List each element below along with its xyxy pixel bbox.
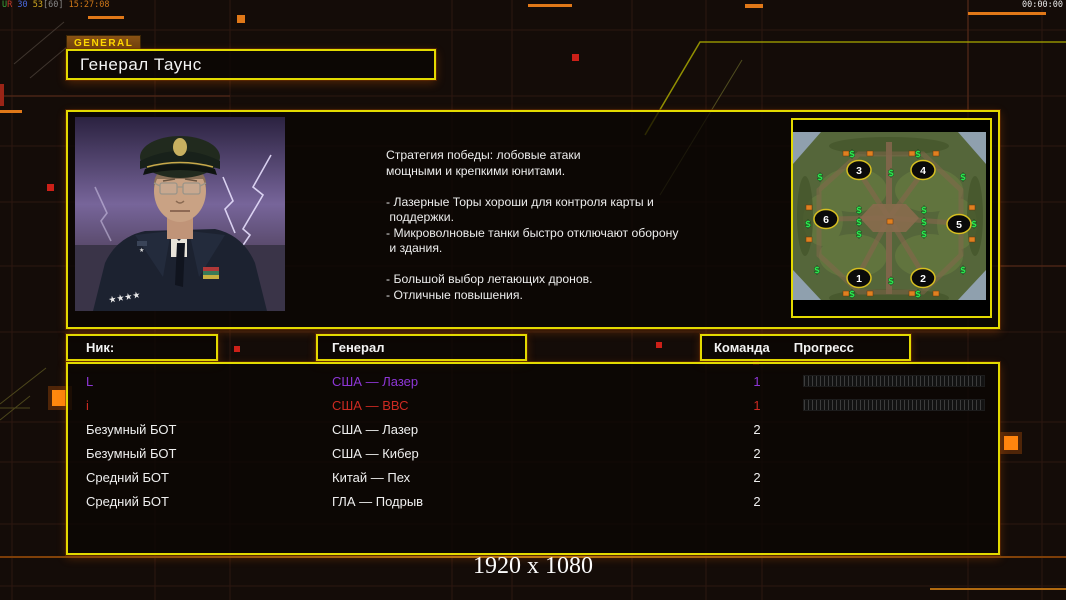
status-segment: U — [2, 0, 8, 10]
nick-header-label: Ник: — [86, 340, 115, 355]
supply-dock-icon: $ — [887, 169, 895, 179]
player-team: 2 — [753, 421, 761, 437]
general-name: Генерал Таунс — [80, 55, 202, 74]
supply-dock-icon: $ — [887, 277, 895, 287]
spawn-point-marker — [847, 269, 871, 288]
svg-text:5: 5 — [956, 219, 962, 231]
player-general: США — ВВС — [332, 397, 409, 413]
tech-building-icon — [806, 237, 812, 242]
supply-dock-icon: $ — [855, 230, 863, 240]
supply-dock-icon: $ — [920, 218, 928, 228]
player-nick: Средний БОТ — [86, 493, 169, 509]
tech-building-icon — [806, 205, 812, 210]
strategy-line: мощными и крепкими юнитами. — [386, 163, 566, 178]
status-segment: 30 — [12, 0, 28, 10]
supply-dock-icon: $ — [970, 220, 978, 230]
tech-building-icon — [969, 237, 975, 242]
spawn-point-marker — [847, 161, 871, 180]
general-header-label: Генерал — [332, 340, 385, 355]
tech-building-icon — [933, 291, 939, 296]
supply-dock-icon: $ — [959, 266, 967, 276]
player-team: 1 — [753, 397, 761, 413]
supply-dock-icon: $ — [855, 218, 863, 228]
team-header-label: Команда — [714, 340, 770, 355]
map-preview — [791, 118, 992, 318]
player-general: США — Кибер — [332, 445, 419, 461]
tech-building-icon — [867, 151, 873, 156]
table-row — [68, 489, 998, 513]
tech-building-icon — [969, 205, 975, 210]
network-stats-text — [2, 0, 110, 11]
player-general: США — Лазер — [332, 373, 419, 389]
status-segment: R — [7, 0, 13, 10]
supply-dock-icon: $ — [914, 150, 922, 160]
svg-text:3: 3 — [856, 165, 862, 177]
player-nick: Средний БОТ — [86, 469, 169, 485]
player-general: Китай — Пех — [332, 469, 411, 485]
supply-dock-icon: $ — [920, 230, 928, 240]
player-team: 2 — [753, 445, 761, 461]
general-portrait — [75, 117, 285, 311]
resolution-label: 1920 x 1080 — [473, 553, 593, 579]
status-segment: [60] — [42, 0, 64, 10]
player-nick: Безумный БОТ — [86, 445, 177, 461]
player-team: 2 — [753, 469, 761, 485]
column-header-team-progress — [700, 334, 911, 361]
supply-dock-icon: $ — [848, 150, 856, 160]
table-row — [68, 465, 998, 489]
column-header-nick — [66, 334, 218, 361]
general-tab-label: GENERAL — [66, 35, 141, 51]
spawn-point-marker — [814, 210, 838, 229]
player-general: США — Лазер — [332, 421, 419, 437]
table-row — [68, 441, 998, 465]
svg-text:★: ★ — [139, 248, 145, 254]
supply-dock-icon: $ — [813, 266, 821, 276]
player-roster-panel — [66, 362, 1000, 555]
load-progress-bar — [803, 399, 985, 411]
strategy-description — [386, 148, 786, 303]
strategy-line: - Лазерные Торы хороши для контроля карты и — [386, 194, 654, 209]
svg-text:1: 1 — [856, 273, 862, 285]
tech-building-icon — [933, 151, 939, 156]
column-header-general — [316, 334, 527, 361]
spawn-point-marker — [911, 269, 935, 288]
table-row — [68, 393, 998, 417]
svg-text:4: 4 — [920, 165, 926, 177]
supply-dock-icon: $ — [848, 290, 856, 300]
supply-dock-icon: $ — [855, 206, 863, 216]
load-progress-bar — [803, 375, 985, 387]
supply-dock-icon: $ — [804, 220, 812, 230]
supply-dock-icon: $ — [959, 173, 967, 183]
strategy-line: Стратегия победы: лобовые атаки — [386, 148, 581, 162]
svg-text:6: 6 — [823, 214, 829, 226]
status-bar — [0, 0, 1066, 11]
strategy-line: - Большой выбор летающих дронов. — [386, 272, 593, 286]
general-info-panel — [66, 110, 1000, 329]
tech-building-icon — [887, 219, 893, 224]
svg-text:2: 2 — [920, 273, 926, 285]
status-segment: 53 — [27, 0, 43, 10]
player-rows — [68, 369, 998, 513]
player-nick: Безумный БОТ — [86, 421, 177, 437]
strategy-line: и здания. — [386, 241, 443, 255]
strategy-line: - Отличные повышения. — [386, 287, 523, 302]
progress-header-label: Прогресс — [793, 340, 854, 355]
table-row — [68, 417, 998, 441]
spawn-point-marker — [911, 161, 935, 180]
table-row — [68, 369, 998, 393]
supply-dock-icon: $ — [816, 173, 824, 183]
tech-building-icon — [867, 291, 873, 296]
strategy-line — [386, 257, 786, 273]
strategy-line: поддержки. — [386, 210, 454, 224]
player-nick: L — [86, 373, 94, 389]
player-nick: i — [86, 397, 89, 413]
svg-text:★★★★: ★★★★ — [107, 290, 142, 306]
status-segment: 15:27:08 — [63, 0, 110, 10]
minimap — [793, 120, 986, 312]
game-timer: 00:00:00 — [1022, 0, 1063, 10]
footer-divider-right — [930, 588, 1066, 590]
player-general: ГЛА — Подрыв — [332, 493, 424, 509]
strategy-line: - Микроволновые танки быстро отключают оборону — [386, 225, 679, 240]
supply-dock-icon: $ — [914, 290, 922, 300]
strategy-line — [386, 179, 786, 195]
spawn-point-marker — [947, 215, 971, 234]
player-team: 1 — [753, 373, 761, 389]
player-team: 2 — [753, 493, 761, 509]
general-title-box — [66, 49, 436, 80]
supply-dock-icon: $ — [920, 206, 928, 216]
